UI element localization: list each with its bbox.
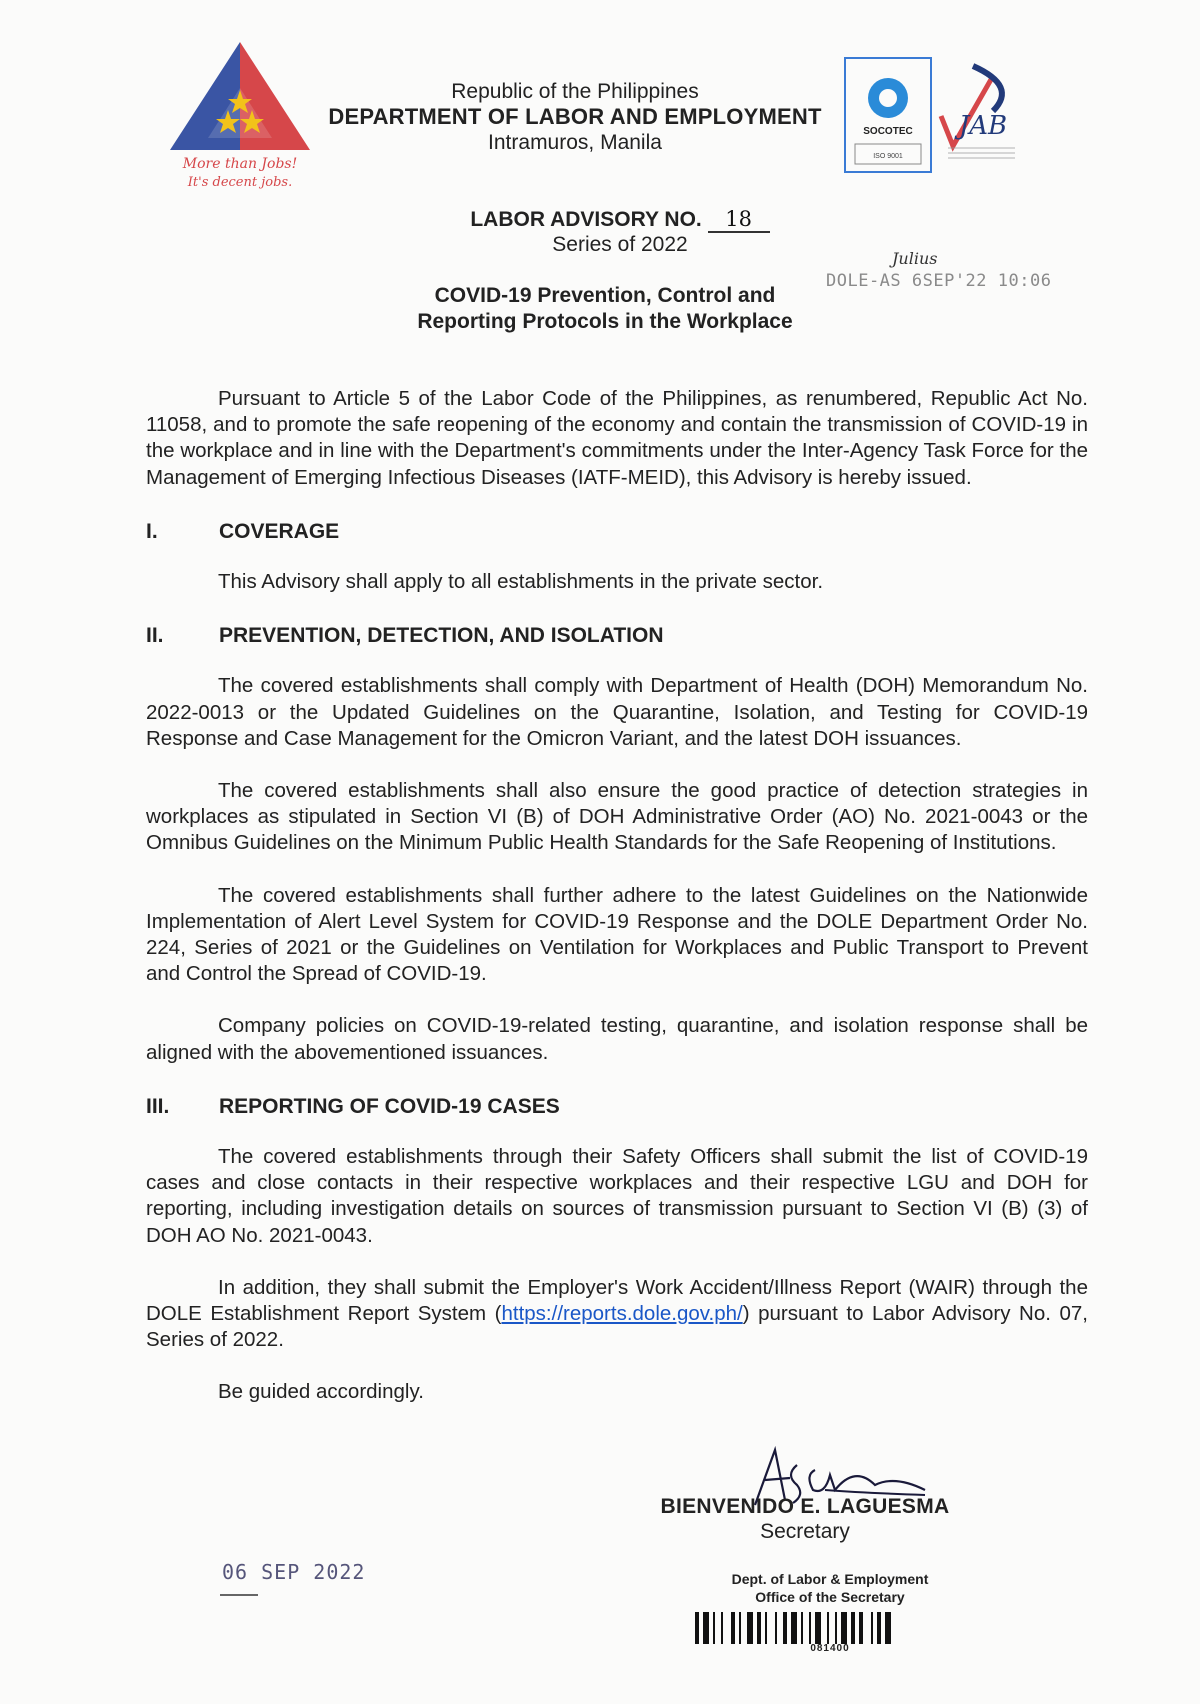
advisory-subject (380, 283, 830, 335)
header-location: Intramuros, Manila (488, 131, 662, 154)
section-number: III. (146, 1094, 170, 1118)
dole-logo (168, 38, 313, 198)
wair-text-before: In addition, they shall submit the Employer's Work Accident/Illness Report (WAIR) through the DOLE Establishment Report System ( (146, 1275, 1088, 1326)
section-heading-coverage (146, 519, 1088, 545)
advisory-series: Series of 2022 (552, 233, 688, 256)
subject-line-2: Reporting Protocols in the Workplace (417, 310, 793, 333)
receipt-stamp (826, 248, 1051, 292)
section-title: COVERAGE (219, 519, 340, 543)
header-department: DEPARTMENT OF LABOR AND EMPLOYMENT (328, 104, 822, 129)
date-stamp: 06 SEP 2022 (222, 1560, 366, 1584)
office-stamp-line-1: Dept. of Labor & Employment (731, 1571, 929, 1587)
signatory-name: BIENVENIDO E. LAGUESMA (660, 1495, 950, 1518)
receipt-initials: Julius (892, 249, 938, 268)
cert-iso: ISO 9001 (873, 153, 903, 160)
office-stamp-line-2: Office of the Secretary (755, 1589, 905, 1605)
cert-socotec: SOCOTEC (863, 126, 913, 137)
reporting-paragraph-2 (146, 1275, 1088, 1354)
advisory-title-prefix: LABOR ADVISORY NO. (470, 208, 702, 231)
cert-jab: JAB (958, 111, 1008, 141)
prevention-paragraph-3: The covered establishments shall further adhere to the latest Guidelines on the Nationwide Implementation of Alert Level System for COVID-19 Response and the DOLE Department Order No. 224, Series of 2021 or the Guidelines on Ventilation for Workplaces and Public Transport to Prevent and Control the Spread of COVID-19. (146, 883, 1088, 986)
barcode (695, 1612, 955, 1644)
section-title: REPORTING OF COVID-19 CASES (219, 1094, 560, 1118)
prevention-paragraph-1: The covered establishments shall comply with Department of Health (DOH) Memorandum No. 2022-0013 or the Updated Guidelines on the Quarantine, Isolation, and Testing for COVID-19 Response and Case Management for the Omicron Variant, and the latest DOH issuances. (146, 674, 1088, 750)
prevention-paragraph-4: Company policies on COVID-19-related testing, quarantine, and isolation response shall be aligned with the abovementioned issuances. (146, 1014, 1088, 1064)
office-stamp (690, 1570, 970, 1606)
prevention-paragraph-2: The covered establishments shall also ensure the good practice of detection strategies in workplaces as stipulated in Section VI (B) of DOH Administrative Order (AO) No. 2021-0043 or the Omnibus Guidelines on the Minimum Public Health Standards for the Safe Reopening of Institutions. (146, 779, 1088, 855)
logo-tagline-2: It's decent jobs. (187, 175, 293, 190)
signatory-title: Secretary (760, 1520, 850, 1543)
advisory-title (420, 207, 820, 233)
dole-reports-link[interactable]: https://reports.dole.gov.ph/ (501, 1302, 743, 1326)
receipt-stamp-text: DOLE-AS 6SEP'22 10:06 (826, 271, 1052, 291)
wair-text-after: ) pursuant to Labor Advisory No. 07, Series of 2022. (146, 1302, 1088, 1352)
reporting-paragraph-1: The covered establishments through their Safety Officers shall submit the list of COVID-19 cases and close contacts in their respective workplaces and their respective LGU and DOH for reporting, including investigation details on sources of transmission pursuant to Section VI (B) (3) of DOH AO No. 2021-0043. (146, 1145, 1088, 1247)
coverage-paragraph: This Advisory shall apply to all establishments in the private sector. (218, 570, 824, 594)
advisory-number: 18 (708, 207, 770, 233)
subject-line-1: COVID-19 Prevention, Control and (434, 284, 776, 307)
barcode-number: 081400 (810, 1643, 850, 1654)
header-republic: Republic of the Philippines (451, 80, 699, 103)
section-number: I. (146, 519, 158, 543)
advisory-body (146, 386, 1088, 1406)
intro-paragraph: Pursuant to Article 5 of the Labor Code of the Philippines, as renumbered, Republic Act No. 11058, and to promote the safe reopening of the economy and contain the transmission of COVID-19 in the workplace and in line with the Department's commitments under the Inter-Agency Task Force for the Management of Emerging Infectious Diseases (IATF-MEID), this Advisory is hereby issued. (146, 387, 1088, 489)
date-stamp-underline (220, 1594, 258, 1596)
section-heading-prevention (146, 623, 1088, 649)
certification-logos (843, 56, 1018, 176)
closing-line: Be guided accordingly. (218, 1380, 424, 1404)
section-heading-reporting (146, 1094, 1088, 1120)
logo-tagline-1: More than Jobs! (182, 156, 298, 172)
section-number: II. (146, 624, 164, 648)
section-title: PREVENTION, DETECTION, AND ISOLATION (219, 624, 664, 648)
